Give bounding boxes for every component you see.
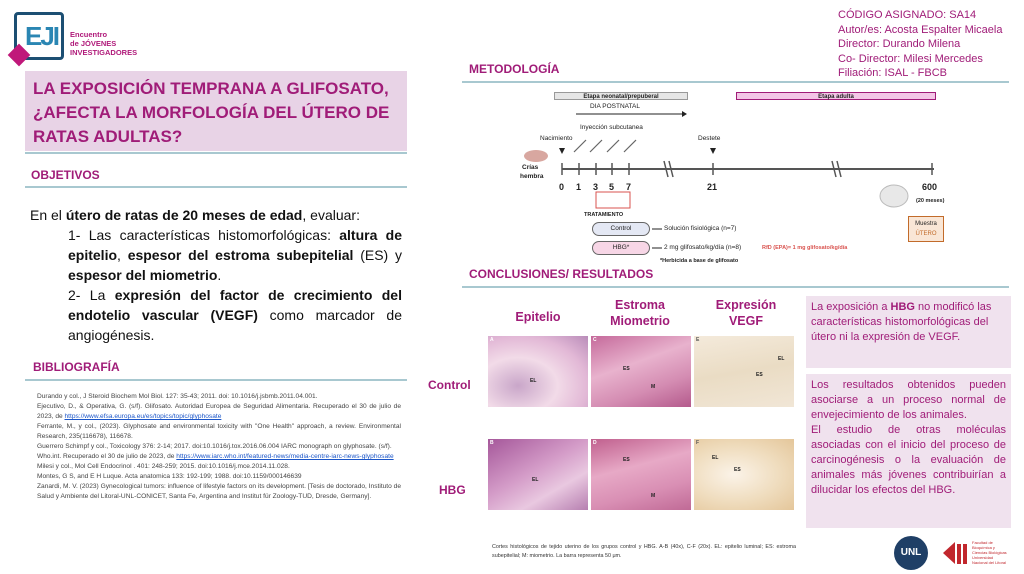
eji-logo-mark bbox=[14, 12, 64, 60]
band-adult: Etapa adulta bbox=[736, 92, 936, 100]
reference-link[interactable]: https://www.iarc.who.int/featured-news/media-centre-iarc-news-glyphosate bbox=[176, 453, 394, 460]
label-m: M bbox=[651, 384, 656, 390]
dose-label: 2 mg glifosato/kg/día (n=8) bbox=[664, 244, 742, 251]
pups-label: hembra bbox=[520, 173, 544, 180]
divider bbox=[25, 152, 407, 154]
obj-bold: espesor del miometrio bbox=[68, 267, 218, 283]
conclusion-text: Los resultados obtenidos pueden asociarse a un proceso normal de envejecimiento de los animales. bbox=[811, 379, 1006, 421]
herbicide-note: *Herbicida a base de glifosato bbox=[660, 258, 739, 264]
reference bbox=[37, 452, 401, 462]
reference: Guerrero Schimpf y col., Toxicology 376: 2-14; 2017. doi:10.1016/j.tox.2016.06.004 IARC monograph on glyphosate. (s/f). bbox=[37, 443, 392, 450]
sample-label: ÚTERO bbox=[915, 231, 937, 237]
sample-box bbox=[908, 216, 944, 242]
panel-label: B bbox=[490, 440, 494, 446]
band-neonatal: Etapa neonatal/prepuberal bbox=[554, 92, 688, 100]
label-el: EL bbox=[712, 455, 719, 461]
micrograph-d bbox=[591, 439, 691, 510]
results-heading: CONCLUSIONES/ RESULTADOS bbox=[469, 267, 654, 281]
pups-label: Crías bbox=[522, 164, 539, 171]
arrow-head-icon bbox=[682, 111, 687, 117]
micrograph-b bbox=[488, 439, 588, 510]
months-label: (20 meses) bbox=[916, 198, 945, 204]
tick-5: 5 bbox=[609, 182, 615, 192]
label-es: ES bbox=[623, 457, 630, 463]
fbcb-line: Universidad bbox=[972, 555, 994, 560]
birth-marker-icon bbox=[559, 148, 565, 154]
rat-pup-icon bbox=[524, 150, 548, 162]
panel-label: C bbox=[593, 337, 597, 343]
fbcb-line: Nacional del Litoral bbox=[972, 560, 1007, 565]
fbcb-logo-icon bbox=[941, 538, 971, 568]
obj-bold: expresión del factor de crecimiento del endotelio vascular (VEGF) bbox=[68, 287, 402, 323]
conclusion-text: La exposición a bbox=[811, 301, 891, 313]
label-es: ES bbox=[623, 366, 630, 372]
director: Director: Durando Milena bbox=[838, 38, 961, 50]
syringe-icons bbox=[574, 140, 636, 152]
reference bbox=[37, 402, 401, 422]
reference: Ferrante, M., y col., (2023). Glyphosate and environmental toxicity with "One Health" approach, a review. Environmental Research, 235(116678), 116678. bbox=[37, 423, 401, 440]
obj-text: 1- Las características histomorfológicas: bbox=[68, 227, 340, 243]
postnatal-day-label: DIA POSTNATAL bbox=[590, 103, 640, 110]
objectives-intro bbox=[30, 205, 402, 225]
intro-text: , evaluar: bbox=[302, 207, 360, 223]
methodology-heading: METODOLOGÍA bbox=[469, 62, 560, 76]
tick-3: 3 bbox=[593, 182, 599, 192]
conclusion-text: El estudio de otras moléculas asociadas con el inicio del proceso de carcinogénesis o la evaluación de animales más jóvenes contribuirían a dilucidar los efectos del HBG. bbox=[811, 424, 1006, 496]
fbcb-logo bbox=[941, 538, 971, 568]
conclusion-2 bbox=[806, 374, 1011, 528]
event-logo bbox=[14, 12, 144, 64]
treatment-box bbox=[596, 192, 630, 208]
obj-text: como marcador de angiogénesis. bbox=[68, 307, 403, 343]
micrograph-a bbox=[488, 336, 588, 407]
objectives-heading: OBJETIVOS bbox=[31, 168, 100, 182]
reference: Montes, G S, and E H Luque. Acta anatomica 133: 192-199; 1988. doi:10.1159/000146639 bbox=[37, 473, 302, 480]
col-epithelium: Epitelio bbox=[515, 310, 561, 324]
divider bbox=[25, 379, 407, 381]
authors: Autor/es: Acosta Espalter Micaela bbox=[838, 23, 1003, 36]
sample-label: Muestra bbox=[915, 221, 937, 227]
panel-label: E bbox=[696, 337, 700, 343]
col-vegf-line: VEGF bbox=[728, 314, 764, 328]
conclusion-text: no modificó las características histomorfológicas del útero ni la expresión de VEGF. bbox=[811, 301, 992, 343]
obj-bold: espesor del estroma subepitelial bbox=[127, 247, 354, 263]
label-el: EL bbox=[778, 356, 785, 362]
tick-1: 1 bbox=[576, 182, 582, 192]
objective-2 bbox=[30, 285, 402, 345]
row-hbg: HBG bbox=[439, 483, 466, 497]
bibliography-list bbox=[37, 392, 401, 502]
intro-text: En el bbox=[30, 207, 66, 223]
fbcb-line: Bioquímica y bbox=[972, 545, 995, 550]
divider bbox=[25, 186, 407, 188]
tick-600: 600 bbox=[922, 182, 938, 192]
adult-rat-icon bbox=[880, 185, 908, 207]
conclusion-1 bbox=[806, 296, 1011, 368]
co-director: Co- Director: Milesi Mercedes bbox=[838, 52, 983, 65]
rfd-label: RfD (EPA)= 1 mg glifosato/kg/día bbox=[762, 245, 848, 251]
row-control: Control bbox=[428, 378, 471, 392]
fbcb-line: Ciencias Biológicas bbox=[972, 550, 1007, 555]
label-el: EL bbox=[530, 378, 537, 384]
birth-label: Nacimiento bbox=[540, 135, 573, 142]
hbg-pill: HBG* bbox=[592, 241, 650, 255]
obj-text: (ES) y bbox=[353, 247, 402, 263]
label-es: ES bbox=[756, 372, 763, 378]
logo-line3: INVESTIGADORES bbox=[70, 48, 138, 57]
obj-text: . bbox=[217, 267, 222, 283]
reference-text: Who.int. Recuperado el 30 de julio de 2023, de bbox=[37, 453, 177, 460]
fbcb-text bbox=[972, 540, 1007, 565]
reference: Zanardi, M. V. (2023) Gynecological tumors: influence of lifestyle factors on its development. [Tesis de doctorado, Instituto de Salud y Ambiente del Litoral-UNL-CONICET, Santa Fe, Argentina and Institut für Zoology-TUD, Dresde, Germany]. bbox=[37, 483, 401, 500]
divider bbox=[462, 286, 1009, 288]
reference: Durando y col., J Steroid Biochem Mol Biol. 127: 35-43; 2011. doi: 10.1016/j.jsbmb.2011.04.001. bbox=[37, 393, 318, 400]
assigned-code: CÓDIGO ASIGNADO: SA14 bbox=[838, 9, 977, 21]
obj-text: 2- La bbox=[68, 287, 115, 303]
conclusion-bold: HBG bbox=[890, 301, 915, 313]
obj-bold: altura de epitelio bbox=[68, 227, 402, 263]
logo-letters: EJI bbox=[25, 21, 59, 51]
reference-link[interactable]: https://www.efsa.europa.eu/es/topics/topic/glyphosate bbox=[64, 413, 222, 420]
micrograph-e bbox=[694, 336, 794, 407]
divider bbox=[462, 81, 1009, 83]
micrograph-f bbox=[694, 439, 794, 510]
logo-line1: Encuentro bbox=[70, 30, 108, 39]
reference-text: Ejecutivo, D., & Operativa, G. (s/f). Glifosato. Autoridad Europea de Seguridad Alimentaria. Recuperado el 30 de julio de 2023, de bbox=[37, 403, 401, 420]
micrograph-c bbox=[591, 336, 691, 407]
tick-0: 0 bbox=[559, 182, 565, 192]
label-m: M bbox=[651, 493, 656, 499]
col-stroma-line: Estroma bbox=[614, 298, 666, 312]
objective-1 bbox=[30, 225, 402, 285]
logo-text bbox=[70, 30, 137, 57]
treatment-label: TRATAMIENTO bbox=[584, 212, 624, 218]
weaning-marker-icon bbox=[710, 148, 716, 154]
col-vegf bbox=[694, 297, 798, 329]
weaning-label: Destete bbox=[698, 135, 721, 142]
timeline-diagram bbox=[514, 88, 946, 278]
label-el: EL bbox=[532, 477, 539, 483]
logo-line2: de JÓVENES bbox=[70, 39, 117, 48]
obj-text: , bbox=[117, 247, 128, 263]
reference: Milesi y col., Mol Cell Endocrinol . 401: 248-259; 2015. doi:10.1016/j.mce.2014.11.028. bbox=[37, 463, 290, 470]
col-vegf-line: Expresión bbox=[715, 298, 777, 312]
col-stroma bbox=[590, 297, 690, 329]
bibliography-heading: BIBLIOGRAFÍA bbox=[33, 360, 120, 374]
saline-label: Solución fisiológica (n=7) bbox=[664, 225, 737, 232]
col-stroma-line: Miometrio bbox=[610, 314, 670, 328]
figure-caption: Cortes histológicos de tejido uterino de los grupos control y HBG. A-B (40x), C-F (20x). EL: epitelio luminal; ES: estroma subepitelial; M: miometrio. La barra representa 50 μm. bbox=[492, 544, 796, 559]
label-es: ES bbox=[734, 467, 741, 473]
title-box bbox=[25, 71, 407, 151]
injection-label: Inyección subcutanea bbox=[580, 124, 643, 131]
fbcb-line: Facultad de bbox=[972, 540, 993, 545]
poster-title: LA EXPOSICIÓN TEMPRANA A GLIFOSATO, ¿AFECTA LA MORFOLOGÍA DEL ÚTERO DE RATAS ADULTAS? bbox=[33, 79, 390, 146]
panel-label: A bbox=[490, 337, 494, 343]
tick-21: 21 bbox=[707, 182, 718, 192]
objectives-text bbox=[30, 205, 402, 345]
affiliation: Filiación: ISAL - FBCB bbox=[838, 67, 948, 79]
poster-meta bbox=[838, 8, 1002, 81]
control-pill: Control bbox=[592, 222, 650, 236]
intro-bold: útero de ratas de 20 meses de edad bbox=[65, 207, 303, 223]
panel-label: F bbox=[696, 440, 700, 446]
tick-7: 7 bbox=[626, 182, 632, 192]
panel-label: D bbox=[593, 440, 597, 446]
unl-logo: UNL bbox=[894, 536, 928, 570]
